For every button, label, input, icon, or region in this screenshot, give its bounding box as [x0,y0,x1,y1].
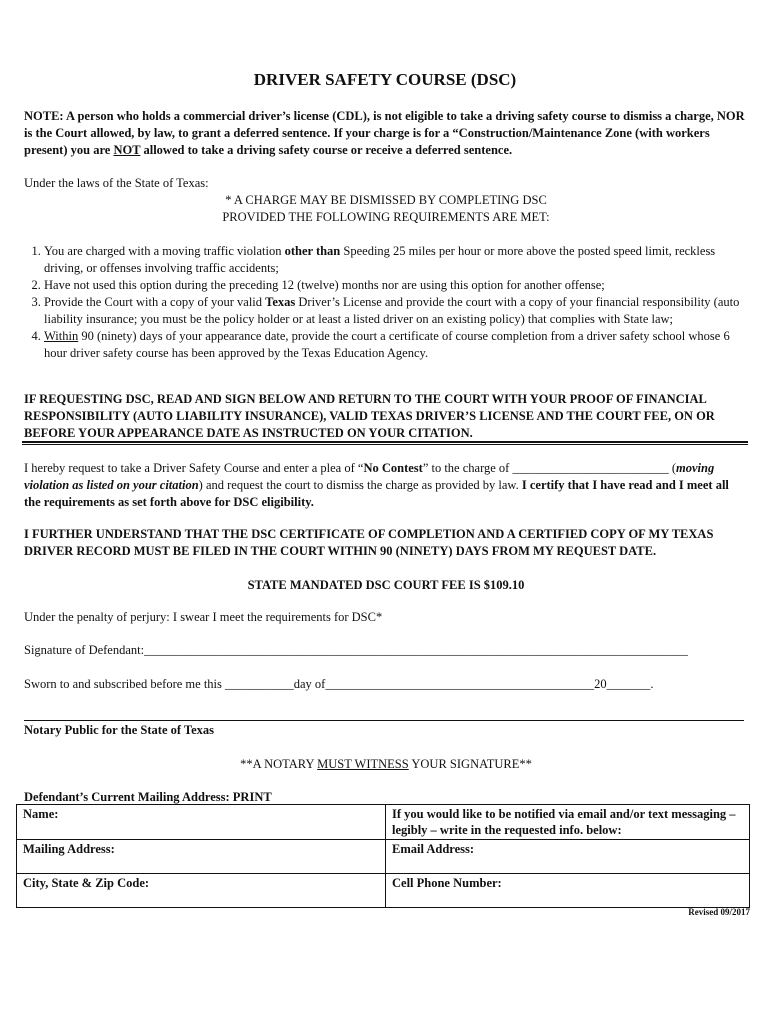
page-title: DRIVER SAFETY COURSE (DSC) [253,70,517,89]
request-statement [24,460,748,511]
address-row-2 [17,840,750,874]
laws-intro: Under the laws of the State of Texas: [24,176,209,190]
address-table [16,804,750,908]
charge-heading-1: * A CHARGE MAY BE DISMISSED BY COMPLETING DSC [225,193,547,207]
requirement-3-bold: Texas [265,295,296,309]
sworn-line[interactable]: Sworn to and subscribed before me this ___________day of___________________________________________20_______. [24,677,654,691]
requirements-list [24,243,748,362]
further-understand: I FURTHER UNDERSTAND THAT THE DSC CERTIFICATE OF COMPLETION AND A CERTIFIED COPY OF MY TEXAS DRIVER RECORD MUST BE FILED IN THE COURT WITHIN 90 (NINETY) DAYS FROM MY REQUEST DATE. [24,527,714,558]
moving-violation-label: moving violation as listed on your citation [24,461,715,492]
request-text-c: ( [668,461,677,475]
section-divider [22,441,748,445]
notary-witness [24,756,748,773]
requirement-3 [44,294,748,328]
notify-instructions: If you would like to be notified via email and/or text messaging – legibly – write in the requested info. below: [386,805,750,840]
note-not-word: NOT [113,143,141,157]
certify-statement: I certify that I have read and I meet all the requirements as set forth above for DSC eligibility. [24,478,729,509]
notary-signature-line[interactable] [24,720,744,721]
requirement-3-text-b: Driver’s License and provide the court with a copy of your financial responsibility (auto liability insurance; you must be the policy holder or at least a listed driver on an existing policy) that complies with State law; [44,295,740,326]
court-fee: STATE MANDATED DSC COURT FEE IS $109.10 [247,578,525,592]
cdl-note [24,108,748,159]
note-part-1: NOTE: A person who holds a commercial driver’s license (CDL), is not eligible to take a driving safety course to dismiss a charge, NOR is the Court allowed, by law, to grant a deferred sentence. If your charge is for a “Construction/Maintenance Zone (with workers present) you are [24,109,745,157]
defendant-signature-line[interactable]: Signature of Defendant:_______________________________________________________________________________________ [24,643,688,657]
no-contest-label: No Contest [363,461,423,475]
request-text-b: ” to the charge of [422,461,513,475]
cell-phone-field[interactable]: Cell Phone Number: [386,874,750,908]
requirement-1-text-b: Speeding 25 miles per hour or more above the posted speed limit, reckless driving, or offenses involving traffic accidents; [44,244,716,275]
email-address-field[interactable]: Email Address: [386,840,750,874]
requirement-4-underlined: Within [44,329,79,343]
address-row-1 [17,805,750,840]
revised-date: Revised 09/2017 [688,907,750,917]
notary-must-witness: MUST WITNESS [317,757,409,771]
city-state-zip-field[interactable]: City, State & Zip Code: [17,874,386,908]
requirement-4 [44,328,748,362]
charge-blank[interactable]: _________________________ [512,461,669,475]
requirement-1 [44,243,748,277]
requirement-4-text: 90 (ninety) days of your appearance date, provide the court a certificate of course completion from a driver safety school whose 6 hour driver safety course has been approved by the Texas Education Agency. [44,329,730,360]
requesting-notice: IF REQUESTING DSC, READ AND SIGN BELOW AND RETURN TO THE COURT WITH YOUR PROOF OF FINANCIAL RESPONSIBILITY (AUTO LIABILITY INSURANCE), VALID TEXAS DRIVER’S LICENSE AND THE COURT FEE, ON OR BEFORE YOUR APPEARANCE DATE AS INSTRUCTED ON YOUR CITATION. [24,392,715,440]
notary-label: Notary Public for the State of Texas [24,723,215,737]
request-text-d: ) and request the court to dismiss the charge as provided by law. [198,478,522,492]
note-part-2: allowed to take a driving safety course or receive a deferred sentence. [140,143,513,157]
mailing-address-field[interactable]: Mailing Address: [17,840,386,874]
requirement-1-text-a: You are charged with a moving traffic violation [44,244,285,258]
charge-heading-2: PROVIDED THE FOLLOWING REQUIREMENTS ARE MET: [222,210,550,224]
requirement-1-bold: other than [284,244,341,258]
requirement-2: 2. Have not used this option during the preceding 12 (twelve) months nor are using this option for another offense; [44,277,748,294]
perjury-statement: Under the penalty of perjury: I swear I meet the requirements for DSC* [24,610,383,624]
requirement-3-text-a: Provide the Court with a copy of your valid [44,295,266,309]
address-row-3 [17,874,750,908]
mailing-heading: Defendant’s Current Mailing Address: PRINT [24,790,272,804]
request-text-a: I hereby request to take a Driver Safety Course and enter a plea of “ [24,461,364,475]
name-field[interactable]: Name: [17,805,386,840]
notary-witness-b: YOUR SIGNATURE** [408,757,532,771]
notary-witness-a: **A NOTARY [240,757,318,771]
